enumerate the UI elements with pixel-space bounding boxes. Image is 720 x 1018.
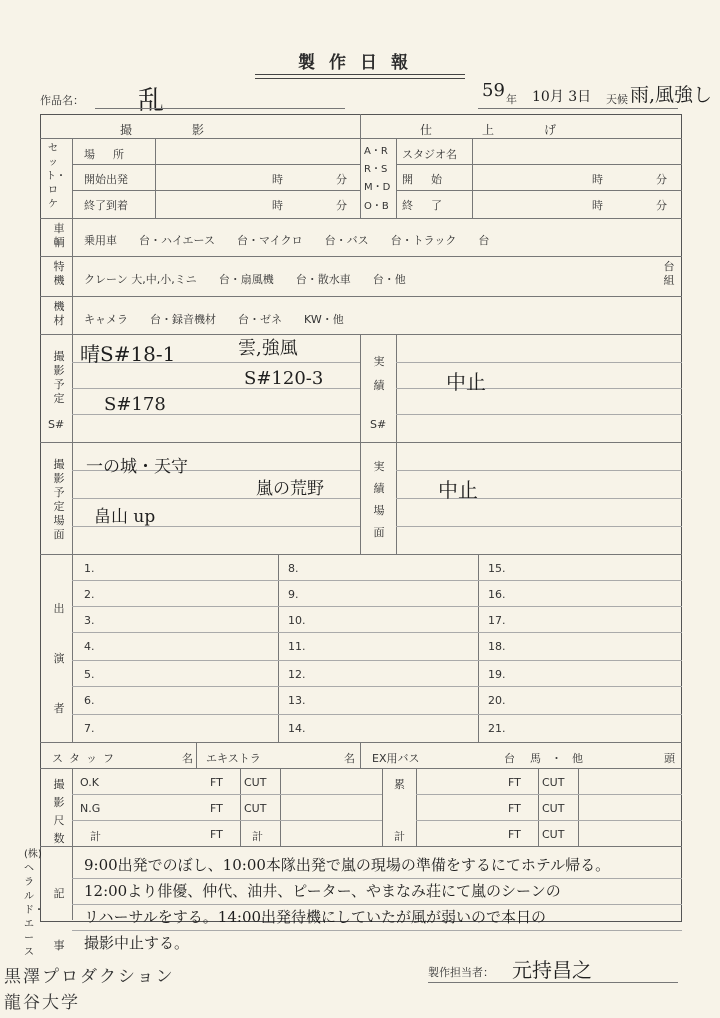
cast-number: 4. <box>84 640 95 653</box>
cast-number: 2. <box>84 588 95 601</box>
staff-unit: 名 <box>182 752 193 765</box>
ob-label: O・B <box>364 201 389 212</box>
cast-number: 16. <box>488 588 506 601</box>
cast-number: 15. <box>488 562 506 575</box>
extra-unit: 名 <box>344 752 355 765</box>
location-plan-1: 一の城・天守 <box>86 457 188 477</box>
watermark-university: 龍谷大学 <box>4 993 80 1013</box>
ex-bus-label: EX用バス <box>372 752 420 765</box>
notes-side: 記事 <box>53 887 65 952</box>
hour-label: 時 <box>592 173 603 186</box>
ft-label: FT <box>508 802 521 815</box>
section-satsuei: 撮影 <box>120 123 265 137</box>
cut-label: CUT <box>244 776 267 789</box>
location-actual-value: 中止 <box>438 478 478 502</box>
ok-label: O.K <box>80 776 99 789</box>
set-loca-side: セット・ロケ <box>46 143 66 210</box>
cast-number: 7. <box>84 722 95 735</box>
cast-number: 11. <box>288 640 306 653</box>
cast-number: 8. <box>288 562 299 575</box>
location-plan-2: 嵐の荒野 <box>256 479 324 499</box>
bus-unit: 台 <box>504 752 515 765</box>
cast-number: 18. <box>488 640 506 653</box>
rs-label: R・S <box>364 164 388 175</box>
page-title: 製作日報 <box>298 53 422 73</box>
cut-label: CUT <box>542 776 565 789</box>
ar-label: A・R <box>364 146 388 157</box>
start-label: 開始 <box>402 173 460 186</box>
hour-label: 時 <box>272 173 283 186</box>
studio-label: スタジオ名 <box>402 148 457 161</box>
horse-label: 馬・他 <box>530 752 593 765</box>
cast-number: 10. <box>288 614 306 627</box>
rui-label: 累 <box>394 778 405 791</box>
minute-label: 分 <box>656 199 667 212</box>
ft-label: FT <box>210 802 223 815</box>
cast-number: 20. <box>488 694 506 707</box>
cut-label: CUT <box>244 802 267 815</box>
scene-plan-4: S#178 <box>104 394 166 415</box>
md-label: M・D <box>364 182 391 193</box>
cast-number: 6. <box>84 694 95 707</box>
company-vertical: (株)ヘラルド・エース <box>24 849 44 958</box>
vehicles-side: 車輌 <box>53 222 65 249</box>
cast-number: 3. <box>84 614 95 627</box>
scenes-actual-side: 実績 <box>373 355 385 392</box>
ng-label: N.G <box>80 802 101 815</box>
cut-label: CUT <box>542 828 565 841</box>
cast-side: 出演者 <box>53 602 65 715</box>
staff-label: スタッフ <box>52 752 120 765</box>
year-label: 年 <box>506 93 517 106</box>
cast-number: 19. <box>488 668 506 681</box>
extra-label: エキストラ <box>206 752 261 765</box>
scenes-plan-side: 撮影予定 <box>53 350 65 405</box>
cast-number: 5. <box>84 668 95 681</box>
depart-label: 開始出発 <box>84 173 128 186</box>
cast-number: 1. <box>84 562 95 575</box>
section-shiage: 仕上げ <box>420 123 607 137</box>
work-value: 乱 <box>138 86 165 116</box>
location-plan-3: 畠山 up <box>94 507 156 527</box>
date-value: 10月 3日 <box>532 89 592 105</box>
minute-label: 分 <box>656 173 667 186</box>
cast-number: 14. <box>288 722 306 735</box>
cut-total-label: 計 <box>252 830 263 843</box>
weather-label: 天候 <box>606 93 628 106</box>
year-value: 59 <box>482 80 505 101</box>
ft-label: FT <box>508 776 521 789</box>
hour-label: 時 <box>592 199 603 212</box>
equipment-side: 機材 <box>53 300 65 327</box>
scene-actual-value: 中止 <box>446 370 486 394</box>
cast-number: 13. <box>288 694 306 707</box>
notes-line-2: 12:00より俳優、仲代、油井、ピーター、やまなみ荘にて嵐のシーンの <box>84 882 561 900</box>
title-underline <box>255 74 465 79</box>
ft-label: FT <box>508 828 521 841</box>
notes-line-1: 9:00出発でのぼし、10:00本隊出発で嵐の現場の準備をするにてホテル帰る。 <box>84 856 611 874</box>
total-label: 計 <box>90 830 101 843</box>
work-label: 作品名： <box>40 94 84 107</box>
minute-label: 分 <box>336 199 347 212</box>
s-mark-actual: S# <box>370 418 387 431</box>
horse-unit: 頭 <box>664 752 675 765</box>
minute-label: 分 <box>336 173 347 186</box>
cast-number: 17. <box>488 614 506 627</box>
kei-label: 計 <box>394 830 405 843</box>
manager-label: 製作担当者： <box>428 966 494 979</box>
locations-actual-side: 実績場面 <box>373 460 385 539</box>
special-side: 特機 <box>53 260 65 287</box>
cast-number: 21. <box>488 722 506 735</box>
cast-number: 12. <box>288 668 306 681</box>
place-label: 場所 <box>84 148 142 161</box>
ft-label: FT <box>210 828 223 841</box>
s-mark: S# <box>48 418 65 431</box>
cut-label: CUT <box>542 802 565 815</box>
film-side: 撮影尺数 <box>53 778 65 845</box>
notes-line-3: リハーサルをする。14:00出発待機にしていたが風が弱いので本日の <box>84 908 547 926</box>
special-right: 台組 <box>663 260 675 287</box>
watermark-production: 黒澤プロダクション <box>4 967 175 987</box>
equipment-text: キャメラ 台・録音機材 台・ゼネ KW・他 <box>84 313 344 326</box>
vehicles-text: 乗用車 台・ハイエース 台・マイクロ 台・バス 台・トラック 台 <box>84 234 490 247</box>
date-underline <box>478 108 678 109</box>
scene-plan-3: S#120-3 <box>244 368 324 389</box>
weather-value: 雨,風強し <box>630 84 713 106</box>
end-label: 終了 <box>402 199 460 212</box>
manager-value: 元持昌之 <box>512 958 592 982</box>
work-underline <box>95 108 345 109</box>
notes-line-4: 撮影中止する。 <box>84 934 190 952</box>
cast-number: 9. <box>288 588 299 601</box>
hour-label: 時 <box>272 199 283 212</box>
locations-plan-side: 撮影予定場面 <box>53 458 65 541</box>
arrive-label: 終了到着 <box>84 199 128 212</box>
scene-plan-2: 雲,強風 <box>238 338 298 359</box>
special-text: クレーン 大,中,小,ミニ 台・扇風機 台・散水車 台・他 <box>84 273 406 286</box>
scene-plan-1: 晴S#18-1 <box>80 342 176 366</box>
ft-label: FT <box>210 776 223 789</box>
